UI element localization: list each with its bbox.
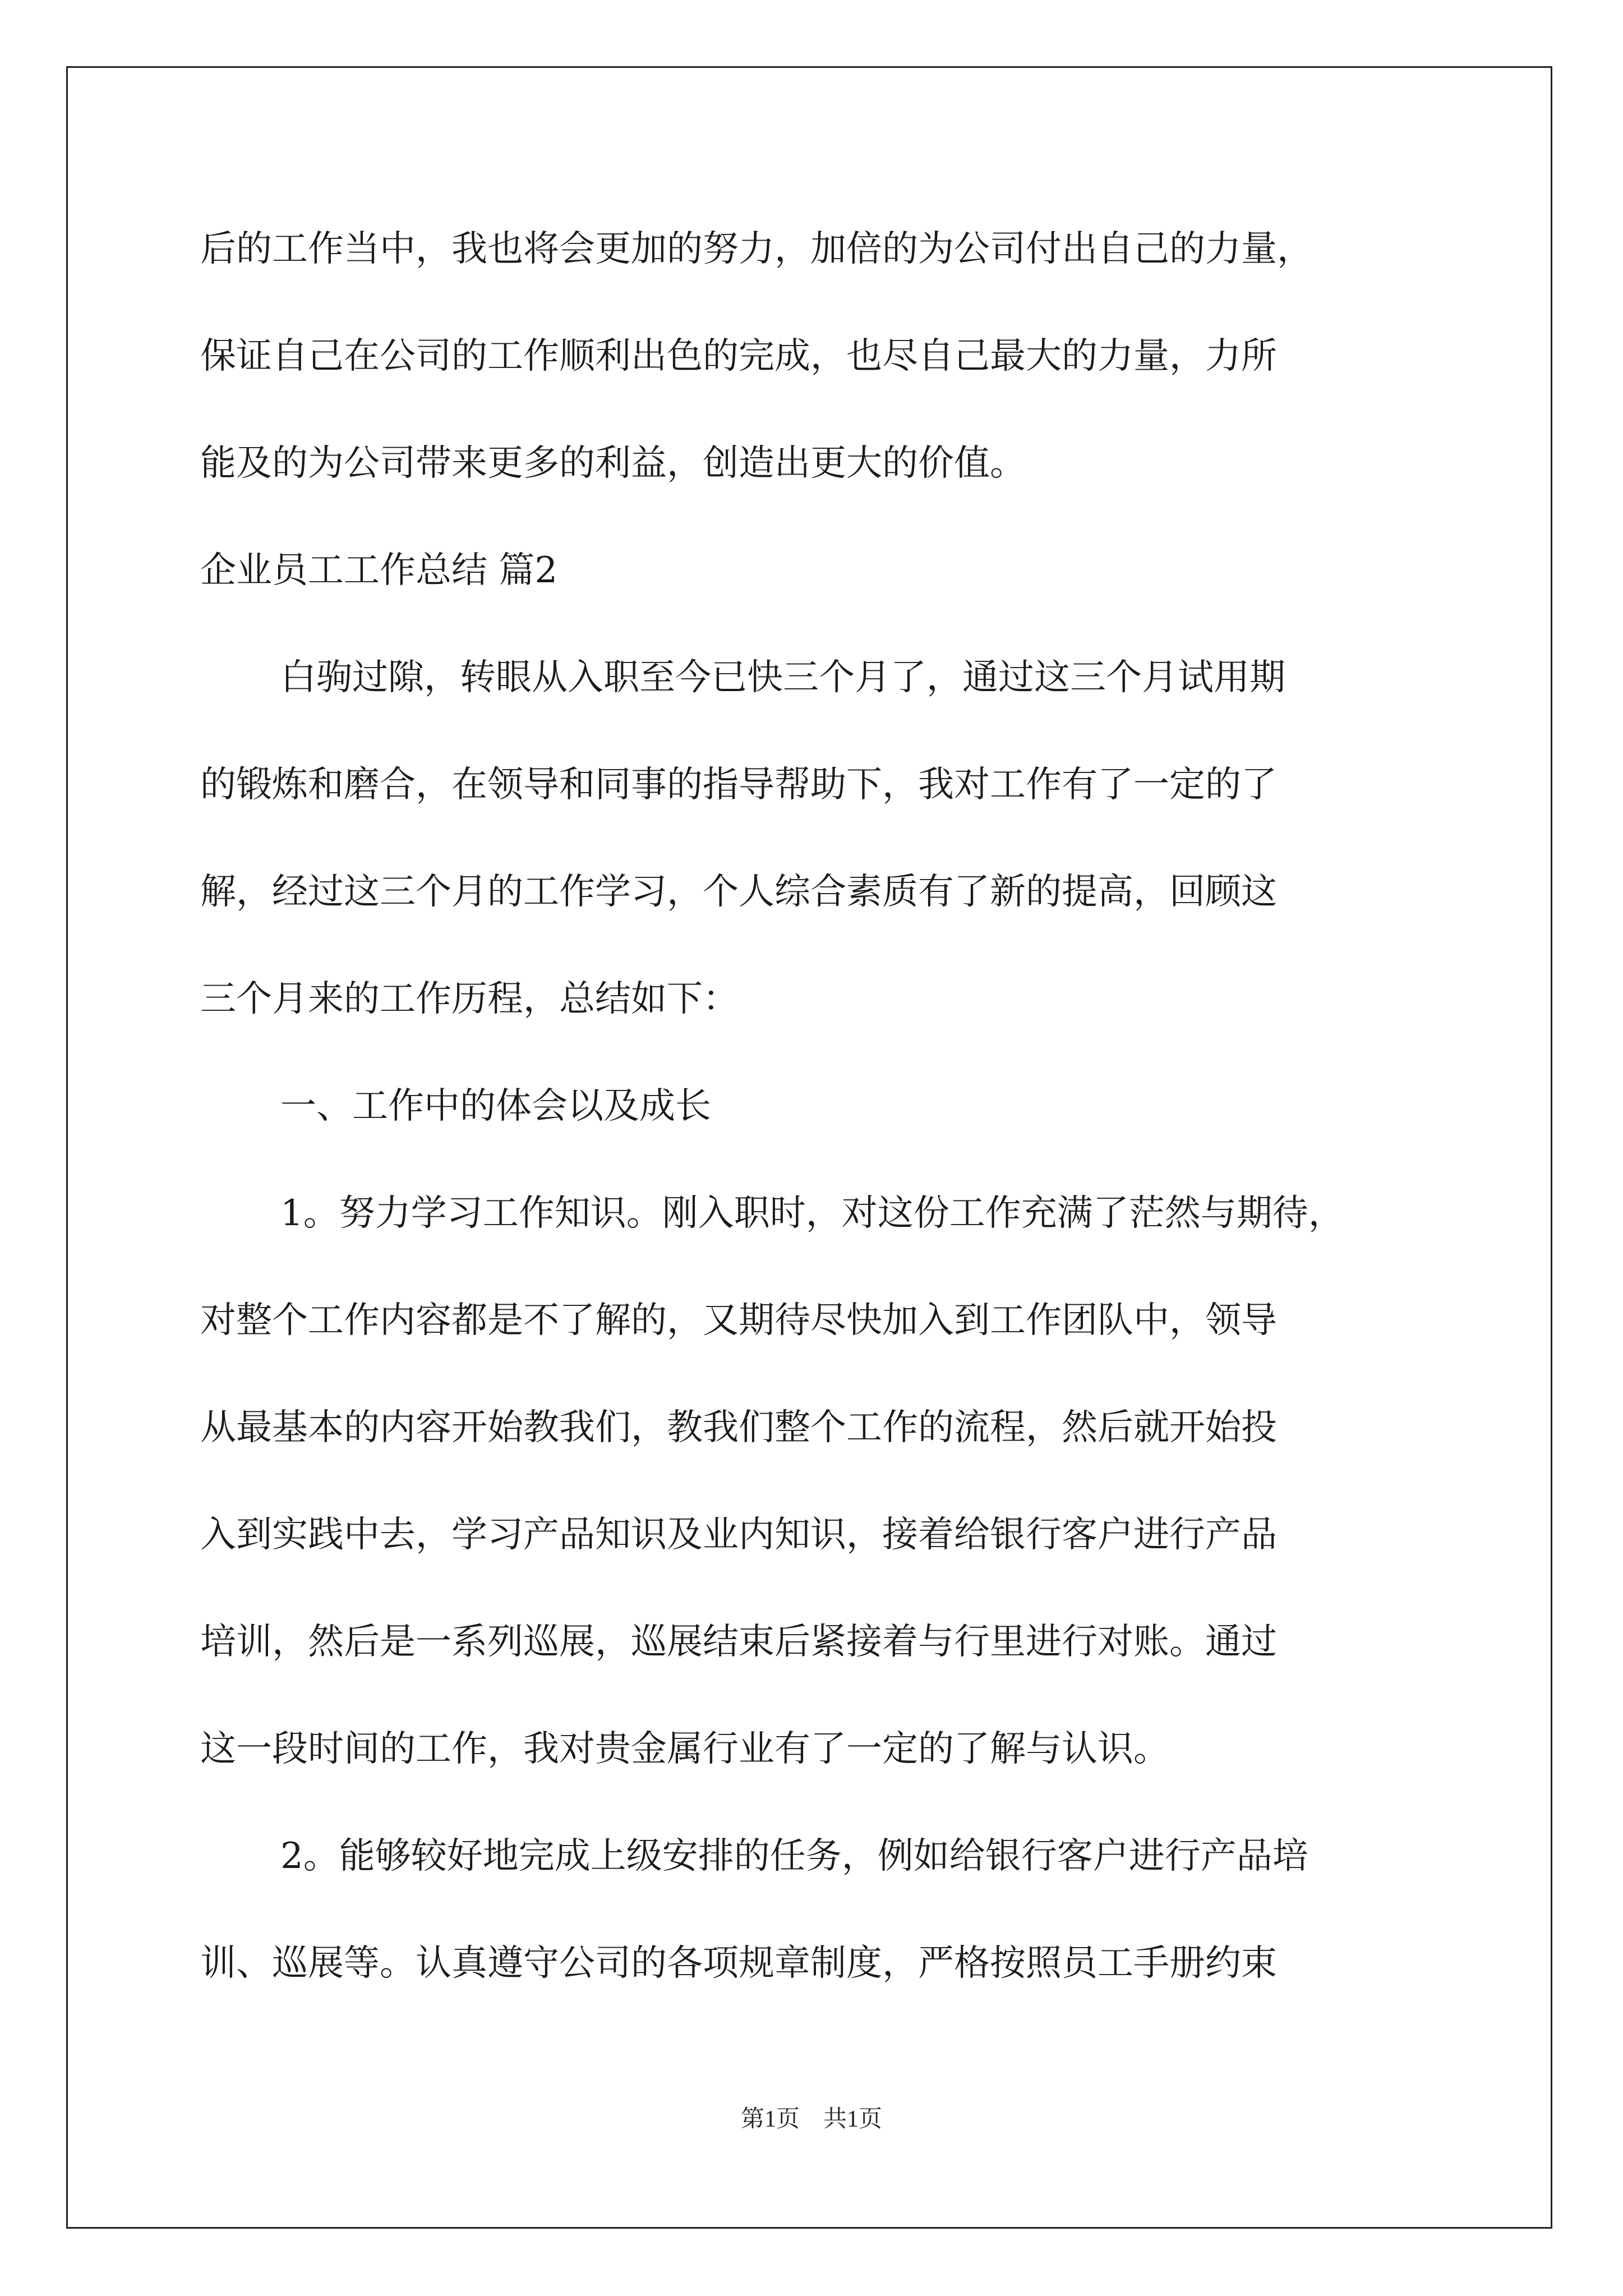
paragraph-line-10: 1。努力学习工作知识。刚入职时，对这份工作充满了茫然与期待， bbox=[280, 1193, 1344, 1234]
paragraph-line-17: 训、巡展等。认真遵守公司的各项规章制度，严格按照员工手册约束 bbox=[200, 1943, 1277, 1984]
paragraph-line-5: 白驹过隙，转眼从入职至今已快三个月了，通过这三个月试用期 bbox=[280, 657, 1285, 698]
paragraph-line-8: 三个月来的工作历程，总结如下： bbox=[200, 978, 739, 1020]
page-footer: 第1页 共1页 bbox=[740, 2106, 882, 2132]
page-border bbox=[66, 66, 1552, 2229]
paragraph-line-7: 解，经过这三个月的工作学习，个人综合素质有了新的提高，回顾这 bbox=[200, 871, 1277, 913]
paragraph-line-14: 培训，然后是一系列巡展，巡展结束后紧接着与行里进行对账。通过 bbox=[200, 1621, 1277, 1663]
paragraph-line-6: 的锻炼和磨合，在领导和同事的指导帮助下，我对工作有了一定的了 bbox=[200, 764, 1277, 806]
paragraph-line-16: 2。能够较好地完成上级安排的任务，例如给银行客户进行产品培 bbox=[280, 1835, 1308, 1877]
paragraph-line-11: 对整个工作内容都是不了解的，又期待尽快加入到工作团队中，领导 bbox=[200, 1300, 1277, 1341]
paragraph-line-15: 这一段时间的工作，我对贵金属行业有了一定的了解与认识。 bbox=[200, 1728, 1169, 1770]
paragraph-line-3: 能及的为公司带来更多的利益，创造出更大的价值。 bbox=[200, 443, 1026, 484]
subsection-heading: 一、工作中的体会以及成长 bbox=[280, 1085, 711, 1127]
paragraph-line-13: 入到实践中去，学习产品知识及业内知识，接着给银行客户进行产品 bbox=[200, 1514, 1277, 1556]
section-heading: 企业员工工作总结 篇2 bbox=[200, 550, 558, 591]
paragraph-line-2: 保证自己在公司的工作顺利出色的完成，也尽自己最大的力量，力所 bbox=[200, 335, 1277, 377]
paragraph-line-1: 后的工作当中，我也将会更加的努力，加倍的为公司付出自己的力量， bbox=[200, 228, 1313, 270]
paragraph-line-12: 从最基本的内容开始教我们，教我们整个工作的流程，然后就开始投 bbox=[200, 1407, 1277, 1448]
